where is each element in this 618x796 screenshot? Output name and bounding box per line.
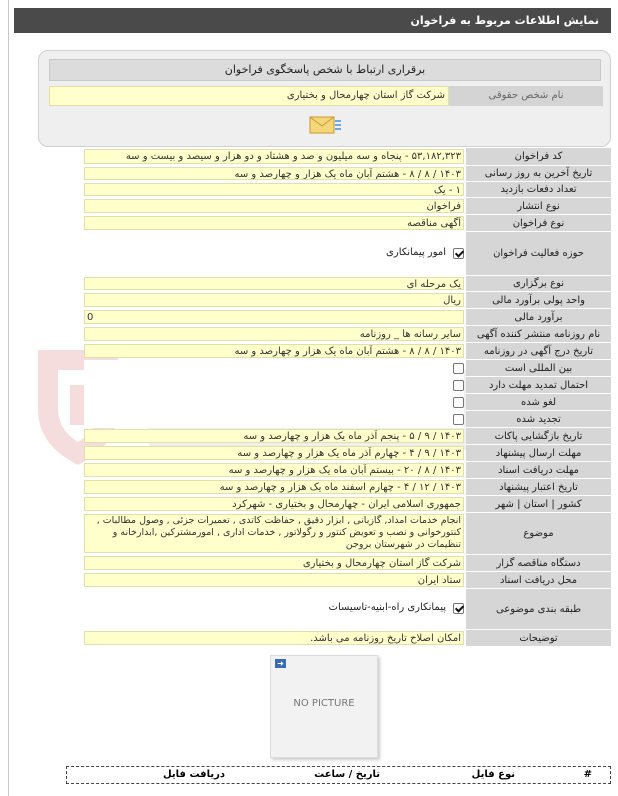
- publish-type-label: نوع انتشار: [466, 198, 611, 215]
- contact-panel: [38, 50, 611, 147]
- activity-label: حوزه فعالیت فراخوان: [466, 232, 611, 276]
- doc-place-label: محل دریافت اسناد: [466, 572, 611, 589]
- row-notes: [84, 630, 611, 647]
- code-value: ۵۳,۱۸۲,۳۲۳ - پنجاه و سه میلیون و صد و هشتاد و دو هزار و سیصد و بیست و سه: [84, 149, 464, 164]
- newspaper-label: نام روزنامه منتشر کننده آگهی: [466, 326, 611, 343]
- holding-type-label: نوع برگزاری: [466, 276, 611, 292]
- doc-deadline-value: ۱۴۰۳ / ۸ / ۲۰ - بیستم آبان ماه یک هزار و چهارصد و سه: [84, 463, 464, 477]
- row-category: [84, 589, 611, 630]
- activity-option-label: امور پیمانکاری: [386, 247, 446, 258]
- row-doc-place: [84, 572, 611, 589]
- row-renewed: [84, 411, 611, 428]
- currency-label: واحد پولی برآورد مالی: [466, 292, 611, 309]
- validity-label: تاریخ اعتبار پیشنهاد: [466, 479, 611, 496]
- subject-label: موضوع: [466, 513, 611, 555]
- submit-deadline-label: مهلت ارسال پیشنهاد: [466, 445, 611, 462]
- activity-checkbox[interactable]: [453, 248, 464, 259]
- code-label: کد فراخوان: [466, 148, 611, 166]
- subject-value: انجام خدمات امداد, گازبانی , ابزار دقیق , حفاظت کاتدی , تعمیرات جزئی , وصول مطالبات , کنتورخوانی و نصب و تعویض کنتور و رگولاتور , خدمات اداری , امورمشترکین ,ابدارخانه و تنظیمات در شهرستان بروجن: [84, 514, 464, 553]
- row-doc-deadline: [84, 462, 611, 479]
- legal-person-label: نام شخص حقوقی: [449, 86, 603, 106]
- renewed-label: تجدید شده: [466, 411, 611, 428]
- files-table-header: [66, 766, 611, 784]
- opening-label: تاریخ بازگشایی پاکات: [466, 428, 611, 445]
- row-holding-type: [84, 276, 611, 292]
- last-update-label: تاریخ آخرین به روز رسانی: [466, 166, 611, 182]
- extension-checkbox[interactable]: [453, 380, 464, 391]
- international-label: بین المللی است: [466, 360, 611, 377]
- estimate-value: 0: [84, 310, 464, 324]
- notes-value: امکان اصلاح تاریخ روزنامه می باشد.: [84, 631, 464, 645]
- row-international: [84, 360, 611, 377]
- row-visits: [84, 182, 611, 198]
- row-ad-date: [84, 343, 611, 360]
- international-checkbox[interactable]: [453, 363, 464, 374]
- extension-label: احتمال تمدید مهلت دارد: [466, 377, 611, 394]
- row-activity: [84, 232, 611, 276]
- row-newspaper: [84, 326, 611, 343]
- row-validity: [84, 479, 611, 496]
- estimate-label: برآورد مالی: [466, 309, 611, 326]
- contact-title: برقراری ارتباط با شخص پاسخگوی فراخوان: [49, 59, 601, 81]
- files-col-date: تاریخ / ساعت: [314, 769, 380, 780]
- row-call-type: [84, 215, 611, 232]
- row-opening: [84, 428, 611, 445]
- submit-deadline-value: ۱۴۰۳ / ۹ / ۴ - چهارم آذر ماه یک هزار و چهارصد و سه: [84, 446, 464, 460]
- opening-value: ۱۴۰۳ / ۹ / ۵ - پنجم آذر ماه یک هزار و چهارصد و سه: [84, 429, 464, 443]
- legal-person-value: شرکت گاز استان چهارمحال و بختیاری: [49, 86, 449, 106]
- category-option-label: پیمانکاری راه-ابنیه-تاسیسات: [328, 602, 446, 613]
- ad-date-label: تاریخ درج آگهی در روزنامه: [466, 343, 611, 360]
- row-estimate: [84, 309, 611, 326]
- visits-label: تعداد دفعات بازدید: [466, 182, 611, 198]
- left-border: [8, 0, 9, 796]
- tender-org-label: دستگاه مناقصه گزار: [466, 555, 611, 572]
- doc-place-value: ستاد ایران: [84, 573, 464, 587]
- ad-date-value: ۱۴۰۳ / ۸ / ۸ - هشتم آبان ماه یک هزار و چهارصد و سه: [84, 344, 464, 358]
- newspaper-value: سایر رسانه ها _ روزنامه: [84, 327, 464, 341]
- row-cancelled: [84, 394, 611, 411]
- location-label: کشور | استان | شهر: [466, 496, 611, 513]
- currency-value: ریال: [84, 293, 464, 307]
- notes-label: توضیحات: [466, 630, 611, 647]
- row-location: [84, 496, 611, 513]
- row-code: [84, 148, 611, 166]
- cancelled-checkbox[interactable]: [453, 397, 464, 408]
- last-update-value: ۱۴۰۳ / ۸ / ۸ - هشتم آبان ماه یک هزار و چهارصد و سه: [84, 167, 464, 180]
- call-type-label: نوع فراخوان: [466, 215, 611, 232]
- files-col-download: دریافت فایل: [163, 769, 225, 780]
- row-extension: [84, 377, 611, 394]
- renewed-checkbox[interactable]: [453, 414, 464, 425]
- no-picture-image[interactable]: [270, 655, 378, 758]
- page-header: نمایش اطلاعات مربوط به فراخوان: [14, 8, 611, 33]
- publish-type-value: فراخوان: [84, 199, 464, 213]
- row-publish-type: [84, 198, 611, 215]
- row-submit-deadline: [84, 445, 611, 462]
- row-currency: [84, 292, 611, 309]
- category-checkbox[interactable]: [453, 603, 464, 614]
- validity-value: ۱۴۰۳ / ۱۲ / ۴ - چهارم اسفند ماه یک هزار و چهارصد و سه: [84, 480, 464, 494]
- cancelled-label: لغو شده: [466, 394, 611, 411]
- holding-type-value: یک مرحله ای: [84, 277, 464, 290]
- files-col-index: #: [583, 769, 592, 780]
- location-value: جمهوری اسلامی ایران - چهارمحال و بختیاری - شهرکرد: [84, 497, 464, 511]
- visits-value: ۱ - یک: [84, 183, 464, 196]
- row-tender-org: [84, 555, 611, 572]
- tender-org-value: شرکت گاز استان چهارمحال و بختیاری: [84, 556, 464, 570]
- call-type-value: آگهی مناقصه: [84, 216, 464, 230]
- envelope-icon[interactable]: [307, 113, 343, 137]
- row-last-update: [84, 166, 611, 182]
- row-subject: [84, 513, 611, 555]
- files-col-type: نوع فایل: [471, 769, 515, 780]
- no-picture-text: NO PICTURE: [293, 698, 355, 709]
- doc-deadline-label: مهلت دریافت اسناد: [466, 462, 611, 479]
- category-label: طبقه بندی موضوعی: [466, 589, 611, 630]
- arrow-icon: ➜: [275, 659, 286, 668]
